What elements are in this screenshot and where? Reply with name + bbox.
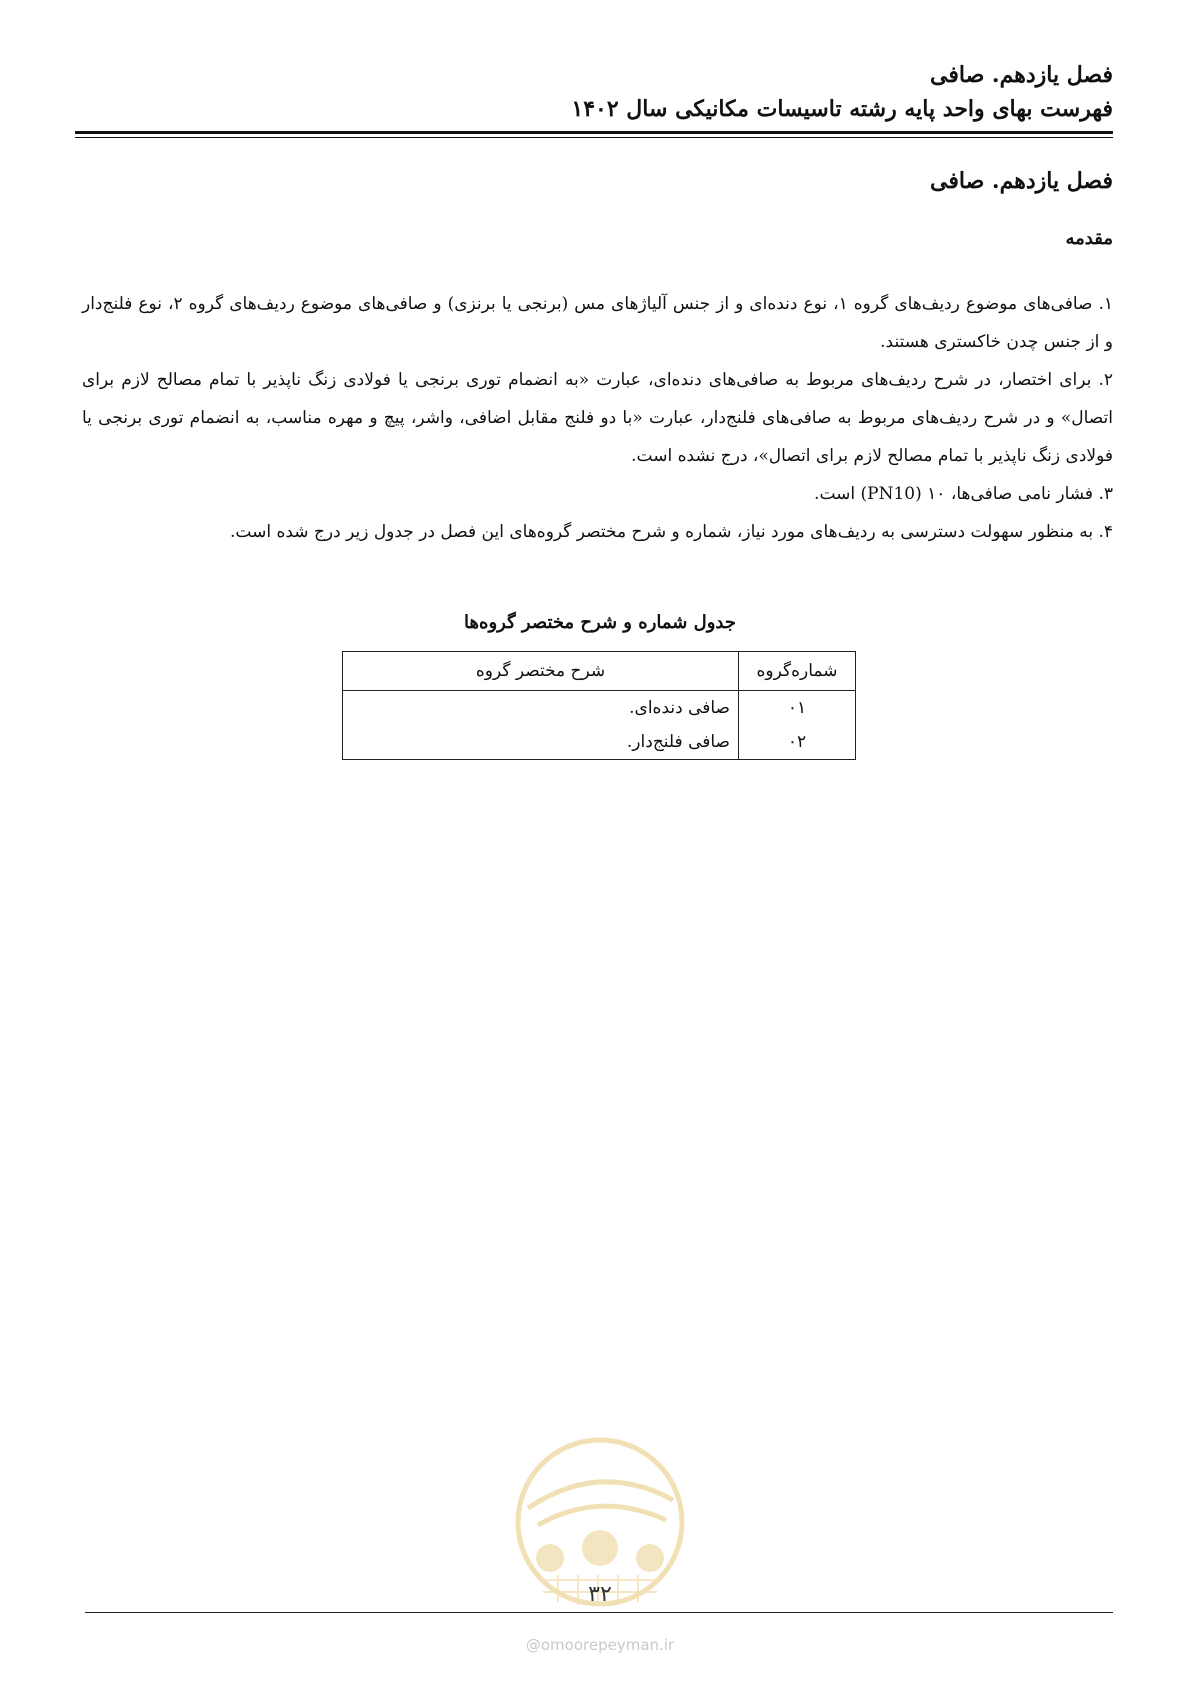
table-caption: جدول شماره و شرح مختصر گروه‌ها <box>464 612 736 633</box>
table-row <box>343 725 856 760</box>
table-header-row <box>343 652 856 691</box>
footer-rule <box>85 1612 1113 1613</box>
group-description-cell: صافی دنده‌ای. <box>343 691 739 726</box>
header-chapter-title: فصل یازدهم. صافی <box>930 62 1113 88</box>
watermark-url: @omoorepeyman.ir <box>525 1636 675 1654</box>
table-row <box>343 691 856 726</box>
group-number-cell: ۰۲ <box>739 725 856 760</box>
intro-body <box>82 285 1113 551</box>
group-number-cell: ۰۱ <box>739 691 856 726</box>
header-document-title: فهرست بهای واحد پایه رشته تاسیسات مکانیکی سال ۱۴۰۲ <box>571 96 1113 122</box>
group-description-cell: صافی فلنج‌دار. <box>343 725 739 760</box>
header-rule-thick <box>75 131 1113 134</box>
paragraph-2: ۲. برای اختصار، در شرح ردیف‌های مربوط به صافی‌های دنده‌ای، عبارت «به انضمام توری برنجی یا فولادی زنگ ناپذیر با تمام مصالح لازم برای اتصال» و در شرح ردیف‌های مربوط به صافی‌های فلنج‌دار، عبارت «با دو فلنج مقابل اضافی، واشر، پیچ و مهره مناسب، به انضمام توری برنجی یا فولادی زنگ ناپذیر با تمام مصالح لازم برای اتصال»، درج نشده است. <box>82 370 1113 466</box>
paragraph-1: ۱. صافی‌های موضوع ردیف‌های گروه ۱، نوع دنده‌ای و از جنس آلیاژهای مس (برنجی یا برنزی) و صافی‌های موضوع ردیف‌های گروه ۲، نوع فلنج‌دار و از جنس چدن خاکستری هستند. <box>82 294 1114 352</box>
paragraph-3: ۳. فشار نامی صافی‌ها، ۱۰ (PN10) است. <box>814 484 1113 504</box>
section-title: فصل یازدهم. صافی <box>930 168 1113 194</box>
intro-title: مقدمه <box>1065 228 1113 249</box>
page-header <box>78 58 1113 126</box>
header-rule-thin <box>75 137 1113 138</box>
paragraph-4: ۴. به منظور سهولت دسترسی به ردیف‌های مورد نیاز، شماره و شرح مختصر گروه‌های این فصل در جدول زیر درج شده است. <box>230 522 1113 542</box>
page-number: ۳۲ <box>588 1582 612 1607</box>
groups-table <box>342 651 856 760</box>
header-group-number: شماره‌گروه <box>739 652 856 691</box>
header-group-description: شرح مختصر گروه <box>343 652 739 691</box>
